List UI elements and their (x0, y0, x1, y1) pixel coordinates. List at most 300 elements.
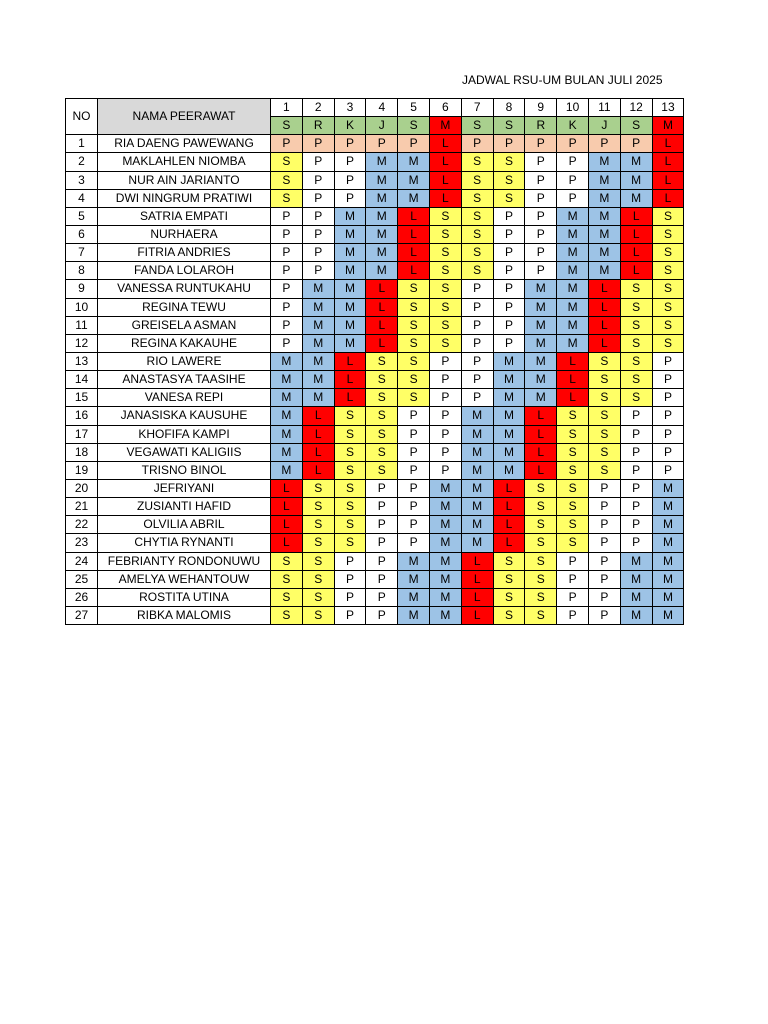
weekday-cell: K (557, 117, 589, 135)
shift-cell: M (461, 407, 493, 425)
shift-cell: M (620, 570, 652, 588)
shift-cell: L (302, 461, 334, 479)
shift-cell: L (366, 334, 398, 352)
shift-cell: M (366, 153, 398, 171)
table-row (66, 498, 684, 516)
shift-cell: L (366, 298, 398, 316)
shift-cell: P (493, 334, 525, 352)
shift-cell: M (461, 534, 493, 552)
shift-cell: P (493, 225, 525, 243)
shift-cell: S (366, 371, 398, 389)
nurse-name: JEFRIYANI (98, 479, 271, 497)
shift-cell: P (557, 189, 589, 207)
shift-cell: P (461, 135, 493, 153)
shift-cell: M (398, 171, 430, 189)
shift-cell: M (302, 371, 334, 389)
shift-cell: S (271, 171, 303, 189)
shift-cell: M (366, 225, 398, 243)
shift-cell: S (271, 189, 303, 207)
shift-cell: S (493, 552, 525, 570)
nurse-name: VEGAWATI KALIGIIS (98, 443, 271, 461)
shift-cell: M (429, 534, 461, 552)
shift-cell: S (302, 479, 334, 497)
day-number-cell: 1 (271, 99, 303, 117)
shift-cell: P (557, 135, 589, 153)
shift-cell: S (588, 407, 620, 425)
table-row (66, 189, 684, 207)
weekday-cell: S (398, 117, 430, 135)
shift-cell: L (366, 280, 398, 298)
shift-cell: P (525, 244, 557, 262)
shift-cell: L (271, 479, 303, 497)
shift-cell: P (652, 443, 684, 461)
shift-cell: L (525, 425, 557, 443)
shift-cell: S (334, 498, 366, 516)
nurse-name: CHYTIA RYNANTI (98, 534, 271, 552)
shift-cell: S (429, 262, 461, 280)
shift-cell: M (429, 498, 461, 516)
table-row (66, 443, 684, 461)
shift-cell: S (461, 207, 493, 225)
shift-cell: P (429, 425, 461, 443)
shift-cell: S (366, 461, 398, 479)
shift-cell: L (334, 389, 366, 407)
shift-cell: P (461, 371, 493, 389)
shift-cell: S (588, 389, 620, 407)
shift-cell: P (557, 588, 589, 606)
shift-cell: S (461, 153, 493, 171)
shift-cell: M (366, 189, 398, 207)
shift-cell: P (620, 425, 652, 443)
shift-cell: P (398, 461, 430, 479)
shift-cell: P (652, 425, 684, 443)
weekday-cell: J (366, 117, 398, 135)
row-number: 19 (66, 461, 98, 479)
shift-cell: M (588, 225, 620, 243)
table-row (66, 171, 684, 189)
nurse-name: ROSTITA UTINA (98, 588, 271, 606)
shift-cell: P (366, 588, 398, 606)
shift-cell: P (302, 189, 334, 207)
shift-cell: M (525, 334, 557, 352)
shift-cell: P (557, 570, 589, 588)
shift-cell: M (525, 316, 557, 334)
shift-cell: L (588, 280, 620, 298)
table-row (66, 552, 684, 570)
shift-cell: M (652, 606, 684, 624)
shift-cell: P (398, 407, 430, 425)
shift-cell: M (271, 443, 303, 461)
weekday-cell: R (302, 117, 334, 135)
table-row (66, 479, 684, 497)
shift-cell: P (620, 461, 652, 479)
shift-cell: S (429, 298, 461, 316)
shift-cell: S (525, 606, 557, 624)
shift-cell: M (620, 606, 652, 624)
table-row (66, 153, 684, 171)
shift-cell: S (525, 498, 557, 516)
shift-cell: P (429, 389, 461, 407)
shift-cell: S (398, 334, 430, 352)
shift-cell: M (620, 588, 652, 606)
shift-cell: S (302, 588, 334, 606)
shift-cell: P (366, 534, 398, 552)
shift-cell: S (652, 262, 684, 280)
table-row (66, 316, 684, 334)
shift-cell: L (334, 371, 366, 389)
shift-cell: P (652, 407, 684, 425)
shift-cell: M (429, 570, 461, 588)
shift-cell: S (557, 516, 589, 534)
shift-cell: P (493, 316, 525, 334)
shift-cell: L (620, 225, 652, 243)
shift-cell: S (398, 316, 430, 334)
shift-cell: P (271, 225, 303, 243)
shift-cell: M (620, 171, 652, 189)
shift-cell: S (588, 461, 620, 479)
shift-cell: P (525, 171, 557, 189)
shift-cell: M (334, 225, 366, 243)
shift-cell: P (588, 479, 620, 497)
shift-cell: L (620, 262, 652, 280)
shift-cell: M (652, 588, 684, 606)
shift-cell: S (366, 425, 398, 443)
shift-cell: M (366, 171, 398, 189)
shift-cell: L (302, 407, 334, 425)
shift-cell: M (493, 389, 525, 407)
shift-cell: P (271, 316, 303, 334)
shift-cell: P (588, 534, 620, 552)
shift-cell: P (493, 262, 525, 280)
shift-cell: P (461, 280, 493, 298)
shift-cell: S (271, 153, 303, 171)
shift-cell: S (398, 389, 430, 407)
shift-cell: S (652, 244, 684, 262)
shift-cell: S (557, 425, 589, 443)
shift-cell: S (271, 570, 303, 588)
shift-cell: S (334, 516, 366, 534)
row-number: 22 (66, 516, 98, 534)
shift-cell: S (652, 280, 684, 298)
shift-cell: M (461, 516, 493, 534)
shift-cell: P (461, 352, 493, 370)
shift-cell: L (271, 534, 303, 552)
shift-cell: M (334, 244, 366, 262)
shift-cell: L (398, 207, 430, 225)
shift-cell: S (525, 479, 557, 497)
day-number-cell: 8 (493, 99, 525, 117)
shift-cell: P (620, 135, 652, 153)
shift-cell: M (271, 407, 303, 425)
shift-cell: S (620, 352, 652, 370)
shift-cell: M (493, 352, 525, 370)
shift-cell: L (334, 352, 366, 370)
shift-cell: M (302, 298, 334, 316)
shift-cell: M (620, 153, 652, 171)
row-number: 3 (66, 171, 98, 189)
shift-cell: P (461, 334, 493, 352)
shift-cell: S (620, 298, 652, 316)
shift-cell: S (398, 298, 430, 316)
nurse-name: REGINA KAKAUHE (98, 334, 271, 352)
day-number-cell: 4 (366, 99, 398, 117)
row-number: 7 (66, 244, 98, 262)
shift-cell: P (302, 153, 334, 171)
shift-cell: P (398, 534, 430, 552)
table-row (66, 534, 684, 552)
shift-cell: S (557, 443, 589, 461)
table-row (66, 516, 684, 534)
weekday-cell: R (525, 117, 557, 135)
shift-cell: L (588, 334, 620, 352)
nurse-name: AMELYA WEHANTOUW (98, 570, 271, 588)
table-row (66, 371, 684, 389)
shift-cell: M (525, 389, 557, 407)
shift-cell: P (334, 570, 366, 588)
shift-cell: L (302, 443, 334, 461)
shift-cell: L (398, 244, 430, 262)
day-number-cell: 5 (398, 99, 430, 117)
shift-cell: P (334, 552, 366, 570)
table-row (66, 262, 684, 280)
weekday-cell: J (588, 117, 620, 135)
table-row (66, 389, 684, 407)
table-row (66, 606, 684, 624)
shift-cell: M (334, 316, 366, 334)
shift-cell: M (493, 425, 525, 443)
shift-cell: M (429, 479, 461, 497)
table-row (66, 225, 684, 243)
shift-cell: S (429, 244, 461, 262)
schedule-table (65, 98, 684, 625)
shift-cell: P (620, 443, 652, 461)
shift-cell: S (398, 280, 430, 298)
shift-cell: P (429, 371, 461, 389)
shift-cell: M (652, 534, 684, 552)
shift-cell: M (271, 352, 303, 370)
shift-cell: L (652, 189, 684, 207)
shift-cell: P (334, 135, 366, 153)
shift-cell: M (525, 371, 557, 389)
shift-cell: P (588, 606, 620, 624)
nurse-name: NURHAERA (98, 225, 271, 243)
shift-cell: S (588, 352, 620, 370)
shift-cell: M (271, 425, 303, 443)
shift-cell: P (334, 171, 366, 189)
table-row (66, 334, 684, 352)
shift-cell: M (429, 516, 461, 534)
shift-cell: P (652, 389, 684, 407)
shift-cell: P (398, 498, 430, 516)
row-number: 14 (66, 371, 98, 389)
table-row (66, 570, 684, 588)
weekday-cell: S (461, 117, 493, 135)
table-row (66, 588, 684, 606)
shift-cell: L (620, 244, 652, 262)
shift-cell: M (302, 280, 334, 298)
nurse-name: VANESA REPI (98, 389, 271, 407)
shift-cell: M (271, 389, 303, 407)
shift-cell: L (429, 171, 461, 189)
table-row (66, 425, 684, 443)
shift-cell: P (557, 606, 589, 624)
shift-cell: S (302, 552, 334, 570)
shift-cell: S (525, 534, 557, 552)
table-row (66, 352, 684, 370)
shift-cell: S (334, 425, 366, 443)
nurse-name: RIA DAENG PAWEWANG (98, 135, 271, 153)
shift-cell: M (429, 606, 461, 624)
shift-cell: P (398, 479, 430, 497)
shift-cell: P (302, 244, 334, 262)
shift-cell: P (366, 135, 398, 153)
day-number-cell: 10 (557, 99, 589, 117)
day-number-cell: 13 (652, 99, 684, 117)
nurse-name: FITRIA ANDRIES (98, 244, 271, 262)
shift-cell: M (461, 461, 493, 479)
shift-cell: S (334, 407, 366, 425)
shift-cell: M (429, 552, 461, 570)
shift-cell: P (334, 189, 366, 207)
shift-cell: P (398, 425, 430, 443)
table-row (66, 298, 684, 316)
shift-cell: S (271, 552, 303, 570)
weekday-cell: K (334, 117, 366, 135)
shift-cell: M (588, 207, 620, 225)
shift-cell: L (588, 298, 620, 316)
shift-cell: M (557, 280, 589, 298)
shift-cell: S (398, 352, 430, 370)
shift-cell: M (493, 461, 525, 479)
shift-cell: P (493, 135, 525, 153)
shift-cell: L (398, 262, 430, 280)
row-number: 26 (66, 588, 98, 606)
shift-cell: S (302, 606, 334, 624)
shift-cell: P (525, 207, 557, 225)
shift-cell: P (429, 443, 461, 461)
shift-cell: L (461, 606, 493, 624)
day-number-cell: 11 (588, 99, 620, 117)
shift-cell: L (429, 189, 461, 207)
shift-cell: M (334, 262, 366, 280)
table-row (66, 135, 684, 153)
shift-cell: L (493, 534, 525, 552)
shift-cell: M (557, 207, 589, 225)
row-number: 24 (66, 552, 98, 570)
shift-cell: S (493, 570, 525, 588)
shift-cell: S (652, 207, 684, 225)
shift-cell: M (398, 588, 430, 606)
shift-cell: P (334, 588, 366, 606)
shift-cell: P (620, 479, 652, 497)
shift-cell: M (588, 189, 620, 207)
row-number: 25 (66, 570, 98, 588)
weekday-cell: M (652, 117, 684, 135)
shift-cell: P (398, 516, 430, 534)
shift-cell: S (398, 371, 430, 389)
shift-cell: S (461, 262, 493, 280)
shift-cell: P (557, 153, 589, 171)
shift-cell: M (334, 280, 366, 298)
shift-cell: M (557, 316, 589, 334)
shift-cell: L (366, 316, 398, 334)
shift-cell: M (525, 352, 557, 370)
shift-cell: P (652, 371, 684, 389)
shift-cell: S (557, 498, 589, 516)
shift-cell: S (271, 588, 303, 606)
shift-cell: M (557, 225, 589, 243)
nurse-name: ZUSIANTI HAFID (98, 498, 271, 516)
schedule-body (66, 135, 684, 625)
table-row (66, 244, 684, 262)
shift-cell: M (398, 189, 430, 207)
shift-cell: M (588, 171, 620, 189)
shift-cell: M (334, 207, 366, 225)
shift-cell: S (366, 407, 398, 425)
nurse-name: GREISELA ASMAN (98, 316, 271, 334)
row-number: 9 (66, 280, 98, 298)
nurse-name: OLVILIA ABRIL (98, 516, 271, 534)
row-number: 15 (66, 389, 98, 407)
row-number: 23 (66, 534, 98, 552)
shift-cell: M (429, 588, 461, 606)
shift-cell: L (493, 479, 525, 497)
shift-cell: S (334, 534, 366, 552)
shift-cell: P (493, 298, 525, 316)
header-name: NAMA PEERAWAT (98, 99, 271, 135)
shift-cell: M (557, 262, 589, 280)
shift-cell: P (588, 570, 620, 588)
shift-cell: S (271, 606, 303, 624)
shift-cell: M (302, 334, 334, 352)
nurse-name: JANASISKA KAUSUHE (98, 407, 271, 425)
shift-cell: S (366, 443, 398, 461)
shift-cell: S (493, 189, 525, 207)
shift-cell: M (588, 153, 620, 171)
shift-cell: P (557, 171, 589, 189)
shift-cell: M (271, 461, 303, 479)
shift-cell: M (493, 407, 525, 425)
nurse-name: RIO LAWERE (98, 352, 271, 370)
shift-cell: S (429, 334, 461, 352)
shift-cell: M (652, 516, 684, 534)
shift-cell: P (398, 443, 430, 461)
row-number: 16 (66, 407, 98, 425)
shift-cell: M (366, 244, 398, 262)
shift-cell: S (525, 588, 557, 606)
day-number-cell: 2 (302, 99, 334, 117)
shift-cell: S (620, 371, 652, 389)
shift-cell: P (493, 280, 525, 298)
shift-cell: S (429, 225, 461, 243)
shift-cell: L (271, 516, 303, 534)
table-row (66, 461, 684, 479)
shift-cell: L (557, 371, 589, 389)
shift-cell: M (620, 189, 652, 207)
nurse-name: NUR AIN JARIANTO (98, 171, 271, 189)
shift-cell: S (461, 244, 493, 262)
shift-cell: L (620, 207, 652, 225)
shift-cell: S (493, 606, 525, 624)
shift-cell: P (588, 552, 620, 570)
shift-cell: M (557, 334, 589, 352)
shift-cell: P (429, 407, 461, 425)
shift-cell: S (366, 389, 398, 407)
shift-cell: P (366, 606, 398, 624)
shift-cell: S (525, 552, 557, 570)
shift-cell: P (429, 461, 461, 479)
shift-cell: P (366, 479, 398, 497)
